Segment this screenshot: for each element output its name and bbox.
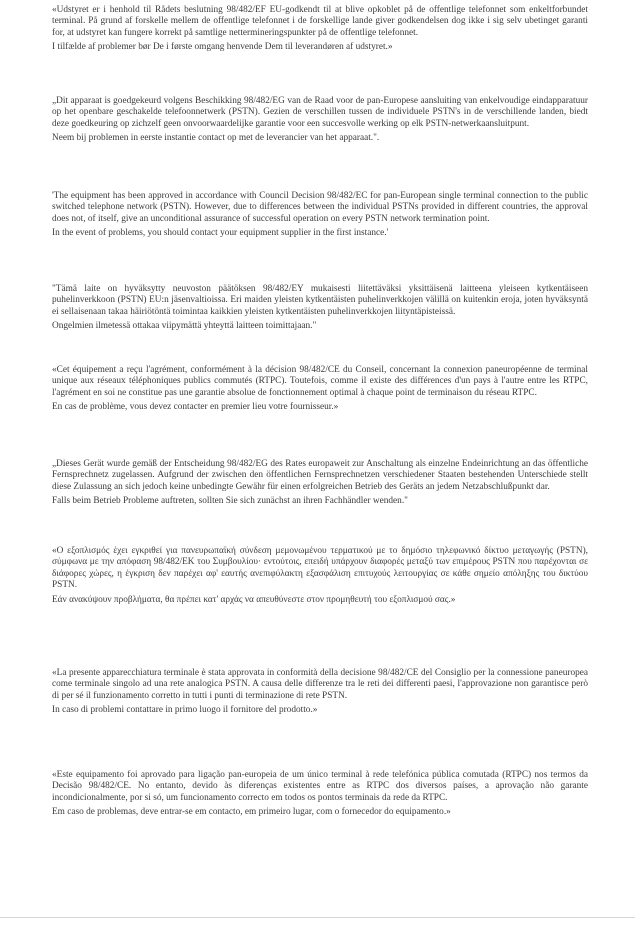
notice-dutch-note: Neem bij problemen in eerste instantie contact op met de leverancier van het apparaat.".: [52, 133, 380, 144]
notice-german-body: „Dieses Gerät wurde gemäß der Entscheidung 98/482/EG des Rates europaweit zur Anschaltung als einzelne Endeinrichtung an das öffentliche Fernsprechnetz zugelassen. Aufgrund der zwischen den öffentlichen Fernsprechnetzen verschiedener Staaten bestehenden Unterschiede stellt diese Zulassung an sich jedoch keine unbedingte Gewähr für einen erfolgreichen Betrieb des Geräts an jedem Netzabschlußpunkt dar.: [52, 459, 588, 492]
notice-portuguese-note: Em caso de problemas, deve entrar-se em contacto, em primeiro lugar, com o fornecedor do equipamento.»: [52, 807, 451, 818]
notice-french: [52, 365, 588, 414]
notice-english-note: In the event of problems, you should contact your equipment supplier in the first instance.': [52, 228, 389, 239]
notice-english-body: 'The equipment has been approved in accordance with Council Decision 98/482/EC for pan-European single terminal connection to the public switched telephone network (PSTN). However, due to differences between the individual PSTNs provided in different countries, the approval does not, of itself, give an unconditional assurance of successful operation on every PSTN network termination point.: [52, 191, 588, 224]
notice-german: [52, 459, 588, 508]
notice-finnish: [52, 284, 588, 333]
notice-french-note: En cas de problème, vous devez contacter en premier lieu votre fournisseur.»: [52, 402, 339, 413]
notice-danish-body: «Udstyret er i henhold til Rådets beslutning 98/482/EF EU-godkendt til at blive opkoblet på de offentlige telefonnet som enkeltforbundet terminal. På grund af forskelle mellem de offentlige telefonnet i de forskellige lande giver godkendelsen dog ikke i sig selv ubetinget garanti for, at udstyret kan fungere korrekt på samtlige nettermineringspunkter på de offentlige telefonnet.: [52, 5, 588, 38]
notice-danish-note: I tilfælde af problemer bør De i første omgang henvende Dem til leverandøren af udstyret.»: [52, 42, 393, 53]
notice-dutch-body: „Dit apparaat is goedgekeurd volgens Beschikking 98/482/EG van de Raad voor de pan-Europese aansluiting van enkelvoudige eindapparatuur op het openbare geschakelde telefoonnetwerk (PSTN). Gezien de verschillen tussen de individuele PSTN's in de verschillende landen, biedt deze goedkeuring op zichzelf geen onvoorwaardelijke garantie voor een succesvolle werking op elk PSTN-netwerkaansluitpunt.: [52, 96, 588, 129]
notice-danish: [52, 5, 588, 54]
notice-portuguese: [52, 770, 588, 819]
notice-greek-body: «Ο εξοπλισμός έχει εγκριθεί για πανευρωπαϊκή σύνδεση μεμονωμένου τερματικού με το δημόσιο τηλεφωνικό δίκτυο μεταγωγής (PSTN), σύμφωνα με την απόφαση 98/482/ΕΚ του Συμβουλίου· εντούτοις, επειδή υπάρχουν διαφορές μεταξύ των επιμέρους PSTN που παρέχονται σε διάφορες χώρες, η έγκριση δεν παρέχει αφ' εαυτής ανεπιφύλακτη εξασφάλιση επιτυχούς λειτουργίας σε κάθε σημείο απόληξης του δικτύου PSTN.: [52, 546, 588, 591]
notice-greek: [52, 546, 588, 606]
notice-italian-body: «La presente apparecchiatura terminale è stata approvata in conformità della decisione 98/482/CE del Consiglio per la connessione paneuropea come terminale singolo ad una rete analogica PSTN. A causa delle differenze tra le reti dei differenti paesi, l'approvazione non garantisce però di per sé il funzionamento corretto in tutti i punti di terminazione di rete PSTN.: [52, 668, 588, 701]
notice-italian: [52, 668, 588, 717]
notice-portuguese-body: «Este equipamento foi aprovado para ligação pan-europeia de um único terminal à rede telefónica pública comutada (RTPC) nos termos da Decisão 98/482/CE. No entanto, devido às diferenças existentes entre as RTPC dos diversos países, a aprovação não garante incondicionalmente, por si só, um funcionamento correcto em todos os pontos terminais da rede da RTPC.: [52, 770, 588, 803]
notice-german-note: Falls beim Betrieb Probleme auftreten, sollten Sie sich zunächst an ihren Fachhändler wenden.": [52, 496, 408, 507]
notice-french-body: «Cet équipement a reçu l'agrément, conformément à la décision 98/482/CE du Conseil, concernant la connexion paneuropéenne de terminal unique aux réseaux téléphoniques publics commutés (RTPC). Toutefois, comme il existe des différences d'un pays à l'autre entre les RTPC, l'agrément en soi ne constitue pas une garantie absolue de fonctionnement optimal à chaque point de terminaison du réseau RTPC.: [52, 365, 588, 398]
notice-english: [52, 191, 588, 240]
page-bottom-divider: [0, 917, 635, 918]
notice-finnish-note: Ongelmien ilmetessä ottakaa viipymättä yhteyttä laitteen toimittajaan.": [52, 321, 317, 332]
notice-finnish-body: "Tämä laite on hyväksytty neuvoston päätöksen 98/482/EY mukaisesti liitettäväksi yksittäisenä laitteena yleiseen kytkentäiseen puhelinverkkoon (PSTN) EU:n jäsenvaltioissa. Eri maiden yleisten kytkentäisten puhelinverkkojen välillä on kuitenkin eroja, joten hyväksyntä ei sellaisenaan takaa häiriötöntä toimintaa kaikkien yleisten kytkentäisten puhelinverkkojen liityntäpisteissä.: [52, 284, 588, 317]
notice-greek-note: Εάν ανακύψουν προβλήματα, θα πρέπει κατ' αρχάς να απευθύνεστε στον προμηθευτή του εξοπλισμού σας.»: [52, 594, 456, 605]
notice-dutch: [52, 96, 588, 145]
notice-italian-note: In caso di problemi contattare in primo luogo il fornitore del prodotto.»: [52, 705, 318, 716]
